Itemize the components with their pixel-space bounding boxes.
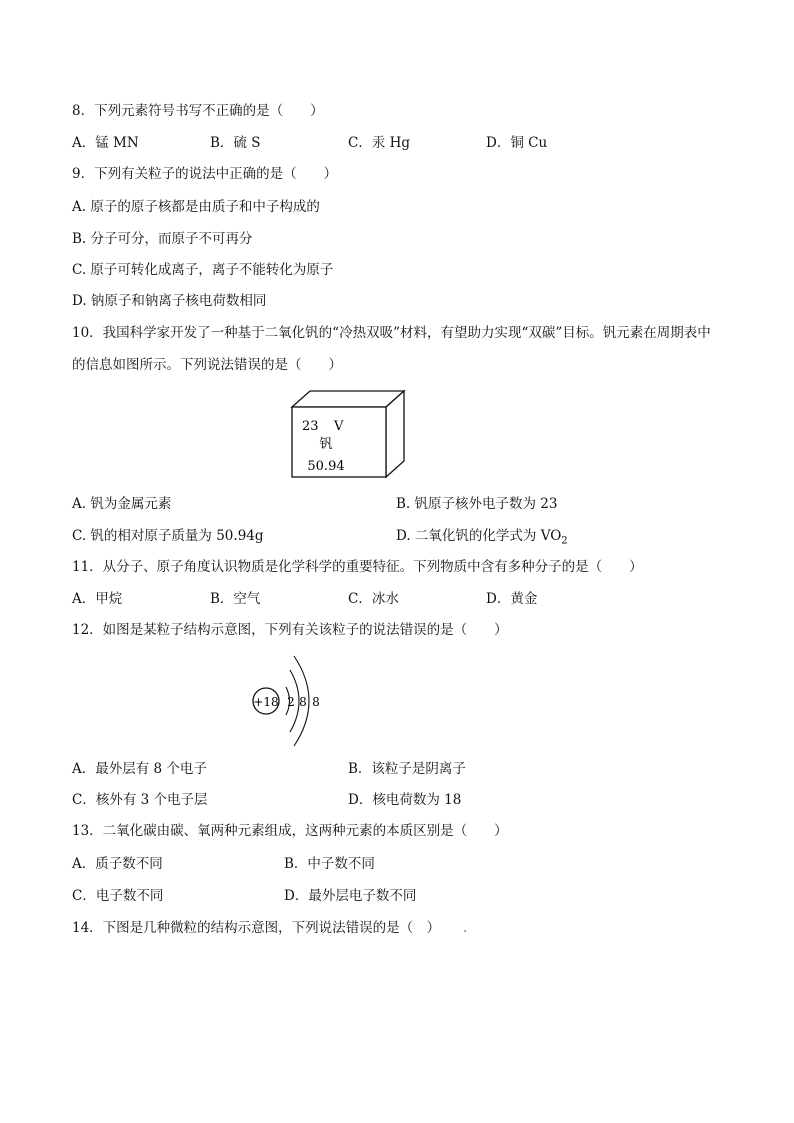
atom-structure-diagram — [248, 652, 338, 752]
q10-option-a[interactable]: A. 钒为金属元素 — [72, 496, 172, 512]
nucleus-charge: +18 — [253, 695, 279, 709]
q9-option-b[interactable]: B. 分子可分，而原子不可再分 — [72, 231, 253, 247]
q10-stem-line2: 的信息如图所示。下列说法错误的是（ ） — [72, 357, 342, 373]
q14-trailing-mark: . — [463, 920, 468, 936]
q10-option-d[interactable] — [396, 527, 568, 551]
element-cell-diagram — [286, 389, 406, 485]
q12-option-c[interactable]: C．核外有 3 个电子层 — [72, 792, 208, 808]
q13-option-a[interactable]: A．质子数不同 — [72, 856, 163, 872]
element-symbol: V — [334, 419, 344, 434]
q11-option-d[interactable]: D．黄金 — [486, 591, 538, 607]
q12-option-d[interactable]: D．核电荷数为 18 — [348, 792, 462, 808]
q12-stem: 12．如图是某粒子结构示意图，下列有关该粒子的说法错误的是（ ） — [72, 622, 508, 638]
q10-option-d-text: D. 二氧化钒的化学式为 VO — [396, 528, 562, 544]
q12-option-a[interactable]: A．最外层有 8 个电子 — [72, 761, 207, 777]
cube-top-face — [292, 391, 404, 407]
q8-option-a[interactable]: A．锰 MN — [72, 135, 139, 151]
q11-option-c[interactable]: C．冰水 — [348, 591, 399, 607]
q11-stem: 11．从分子、原子角度认识物质是化学科学的重要特征。下列物质中含有多种分子的是（ ） — [72, 559, 643, 575]
q13-option-b[interactable]: B．中子数不同 — [284, 856, 375, 872]
q10-stem-line1: 10．我国科学家开发了一种基于二氧化钒的“冷热双吸”材料，有望助力实现“双碳”目标。钒元素在周期表中 — [72, 325, 711, 341]
element-atomic-mass: 50.94 — [307, 459, 345, 474]
q8-option-b[interactable]: B．硫 S — [210, 135, 261, 151]
q11-option-b[interactable]: B．空气 — [210, 591, 261, 607]
element-atomic-number: 23 — [302, 419, 319, 434]
q8-option-d[interactable]: D．铜 Cu — [486, 135, 548, 151]
q10-option-c[interactable]: C. 钒的相对原子质量为 50.94g — [72, 528, 264, 544]
q13-option-d[interactable]: D．最外层电子数不同 — [284, 888, 417, 904]
q9-option-a[interactable]: A. 原子的原子核都是由质子和中子构成的 — [72, 199, 320, 215]
element-name: 钒 — [319, 437, 333, 452]
q10-option-b[interactable]: B. 钒原子核外电子数为 23 — [396, 496, 558, 512]
q14-stem: 14．下图是几种微粒的结构示意图，下列说法错误的是（ ） — [72, 920, 441, 936]
q13-option-c[interactable]: C．电子数不同 — [72, 888, 164, 904]
shell-electrons-3: 8 — [312, 695, 320, 709]
q10-option-d-subscript: 2 — [561, 535, 568, 547]
q9-stem: 9．下列有关粒子的说法中正确的是（ ） — [72, 166, 338, 182]
q9-option-c[interactable]: C. 原子可转化成离子，离子不能转化为原子 — [72, 262, 334, 278]
q12-option-b[interactable]: B．该粒子是阴离子 — [348, 761, 466, 777]
q8-option-c[interactable]: C．汞 Hg — [348, 135, 411, 151]
shell-electrons-1: 2 — [287, 695, 295, 709]
q9-option-d[interactable]: D. 钠原子和钠离子核电荷数相同 — [72, 293, 267, 309]
q11-option-a[interactable]: A．甲烷 — [72, 591, 123, 607]
q13-stem: 13．二氧化碳由碳、氧两种元素组成，这两种元素的本质区别是（ ） — [72, 823, 508, 839]
cube-side-face — [386, 391, 404, 477]
shell-electrons-2: 8 — [299, 695, 307, 709]
q8-stem: 8．下列元素符号书写不正确的是（ ） — [72, 103, 324, 119]
